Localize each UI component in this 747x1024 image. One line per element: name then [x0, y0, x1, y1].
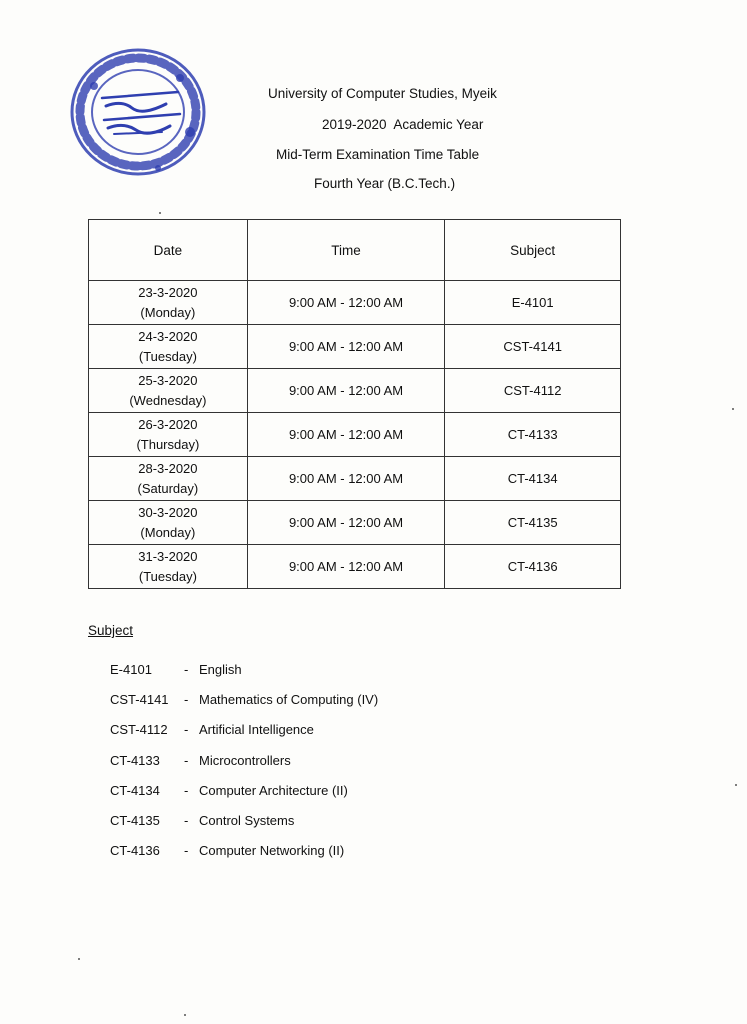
exam-day: (Monday)	[140, 304, 196, 320]
time-cell: 9:00 AM - 12:00 AM	[247, 281, 445, 325]
subject-code: E-4101	[110, 662, 152, 677]
subject-name: English	[199, 662, 242, 677]
university-name: University of Computer Studies, Myeik	[268, 86, 497, 101]
exam-date: 24-3-2020	[138, 328, 198, 344]
separator-dash: -	[184, 782, 189, 798]
column-header-time: Time	[247, 220, 445, 281]
timetable	[88, 219, 621, 589]
time-cell: 9:00 AM - 12:00 AM	[247, 501, 445, 545]
table-row	[89, 545, 621, 589]
subject-code: CST-4141	[110, 692, 169, 708]
table-row	[89, 501, 621, 545]
scan-speck	[184, 1014, 186, 1016]
separator-dash: -	[184, 662, 189, 677]
date-cell	[89, 413, 248, 457]
date-cell	[89, 457, 248, 501]
exam-date: 28-3-2020	[138, 460, 198, 476]
exam-day: (Thursday)	[136, 436, 200, 452]
subject-name: Mathematics of Computing (IV)	[199, 692, 379, 708]
separator-dash: -	[184, 692, 189, 708]
separator-dash: -	[184, 752, 189, 768]
scan-speck	[732, 408, 734, 410]
subject-name: Computer Architecture (II)	[199, 782, 348, 798]
exam-date: 25-3-2020	[138, 372, 198, 388]
scan-speck	[735, 784, 737, 786]
academic-year: 2019-2020 Academic Year	[322, 117, 484, 132]
subject-cell: CST-4141	[445, 325, 621, 369]
date-cell	[89, 501, 248, 545]
subject-name: Computer Networking (II)	[199, 843, 345, 859]
table-row	[89, 369, 621, 413]
subject-code: CST-4112	[110, 722, 168, 738]
time-cell: 9:00 AM - 12:00 AM	[247, 325, 445, 369]
time-cell: 9:00 AM - 12:00 AM	[247, 413, 445, 457]
table-row	[89, 413, 621, 457]
date-cell	[89, 281, 248, 325]
exam-date: 30-3-2020	[138, 504, 198, 520]
exam-day: (Tuesday)	[138, 348, 197, 364]
exam-day: (Monday)	[140, 524, 196, 540]
column-header-date: Date	[89, 220, 248, 281]
subject-name: Control Systems	[199, 812, 295, 828]
time-cell: 9:00 AM - 12:00 AM	[247, 369, 445, 413]
subject-code: CT-4133	[110, 752, 160, 768]
subject-cell: CT-4135	[445, 501, 621, 545]
subject-cell: CT-4133	[445, 413, 621, 457]
time-cell: 9:00 AM - 12:00 AM	[247, 457, 445, 501]
scan-speck	[78, 958, 80, 960]
subject-legend-title: Subject	[88, 623, 134, 638]
exam-date: 23-3-2020	[138, 284, 198, 300]
class-year: Fourth Year (B.C.Tech.)	[314, 176, 456, 191]
time-cell: 9:00 AM - 12:00 AM	[247, 545, 445, 589]
date-cell	[89, 369, 248, 413]
subject-cell: CT-4136	[445, 545, 621, 589]
subject-code: CT-4136	[110, 843, 160, 859]
subject-name: Artificial Intelligence	[199, 722, 314, 738]
subject-code: CT-4135	[110, 812, 160, 828]
separator-dash: -	[184, 722, 189, 738]
timetable-header-row	[89, 220, 621, 281]
official-seal-icon	[62, 40, 214, 182]
date-cell	[89, 325, 248, 369]
subject-name: Microcontrollers	[199, 752, 291, 768]
exam-date: 31-3-2020	[138, 548, 198, 564]
subject-cell: CST-4112	[445, 369, 621, 413]
subject-cell: E-4101	[445, 281, 621, 325]
exam-day: (Saturday)	[137, 480, 199, 496]
table-row	[89, 325, 621, 369]
exam-title: Mid-Term Examination Time Table	[276, 147, 480, 162]
exam-date: 26-3-2020	[138, 416, 198, 432]
exam-day: (Wednesday)	[129, 392, 207, 408]
subject-cell: CT-4134	[445, 457, 621, 501]
subject-code: CT-4134	[110, 782, 160, 798]
separator-dash: -	[184, 843, 189, 859]
scan-speck	[159, 212, 161, 214]
exam-day: (Tuesday)	[138, 568, 197, 584]
column-header-subject: Subject	[445, 220, 621, 281]
date-cell	[89, 545, 248, 589]
separator-dash: -	[184, 812, 189, 828]
table-row	[89, 457, 621, 501]
table-row	[89, 281, 621, 325]
